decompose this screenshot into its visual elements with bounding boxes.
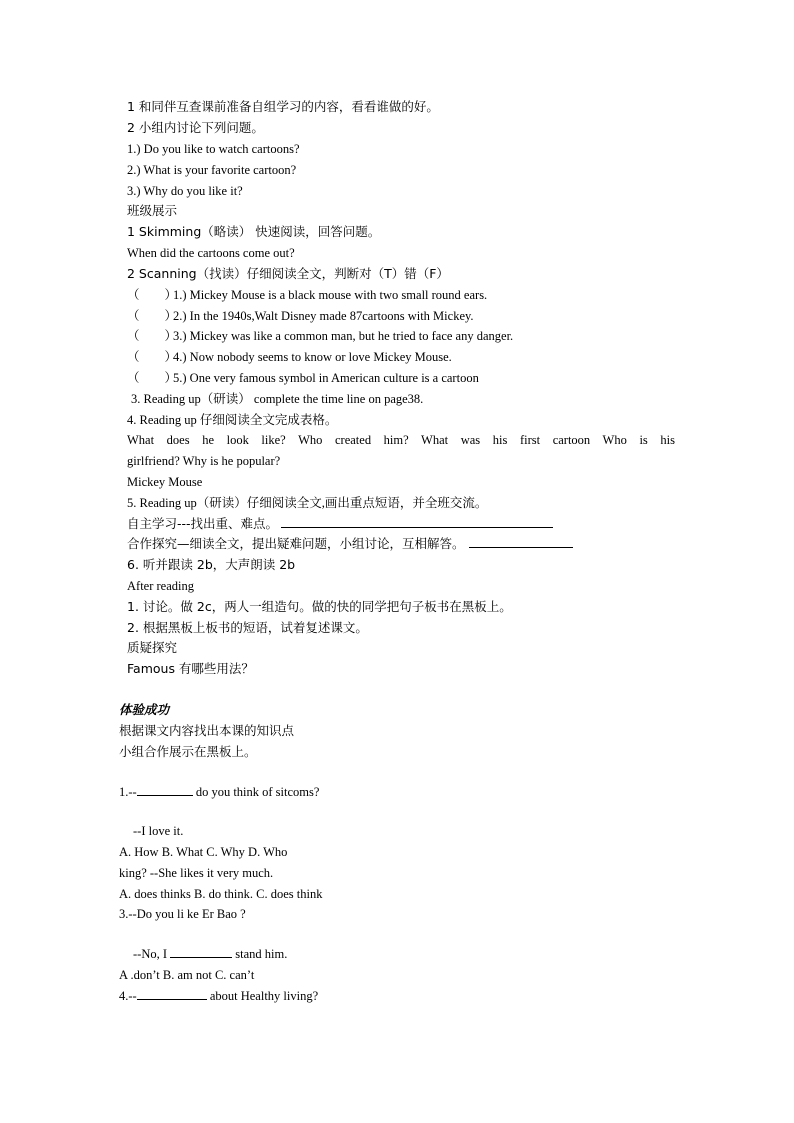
- tf-paren: （ ）: [127, 308, 178, 323]
- question-2-options: A. does thinks B. do think. C. does think: [119, 887, 323, 901]
- cooperation-label: 合作探究—细读全文，提出疑难问题，小组讨论，互相解答。: [127, 536, 465, 551]
- answer-blank[interactable]: [137, 784, 193, 796]
- question-3: 3.--Do you li ke Er Bao ?: [119, 907, 246, 921]
- skimming-question: When did the cartoons come out?: [127, 246, 295, 260]
- tf-text: 1.) Mickey Mouse is a black mouse with two small round ears.: [173, 288, 488, 302]
- table-questions: What does he look like? Who created him? What was his first cartoon Who is his: [127, 433, 675, 447]
- reading-up-4: 4. Reading up 仔细阅读全文完成表格。: [127, 413, 338, 427]
- q1-suffix: do you think of sitcoms?: [192, 785, 320, 799]
- table-questions-cont: girlfriend? Why is he popular?: [127, 454, 281, 468]
- cooperation-line: [127, 536, 573, 552]
- reading-up-3: 3. Reading up（研读） complete the time line on page38.: [131, 392, 424, 406]
- q1-prefix: 1.--: [119, 785, 137, 799]
- tf-item: [127, 328, 513, 344]
- group-show-line: 小组合作展示在黑板上。: [119, 744, 257, 759]
- answer-blank[interactable]: [170, 946, 232, 958]
- famous-question: Famous 有哪些用法？: [127, 661, 254, 676]
- question-2-fragment: king? --She likes it very much.: [119, 866, 274, 880]
- scanning-line: 2 Scanning（找读）仔细阅读全文，判断对（T）错（F）: [127, 266, 449, 281]
- question-1-options: A. How B. What C. Why D. Who: [119, 845, 288, 859]
- class-show-heading: 班级展示: [127, 203, 178, 218]
- self-study-line: [127, 516, 553, 532]
- tf-item: [127, 308, 474, 324]
- q3-answer-prefix: --No, I: [133, 947, 171, 961]
- retell-step: 2. 根据黑板上板书的短语，试着复述课文。: [127, 620, 368, 635]
- discussion-question-2: 2.) What is your favorite cartoon?: [127, 163, 297, 177]
- reading-up-5: 5. Reading up（研读）仔细阅读全文,画出重点短语，并全班交流。: [127, 496, 488, 510]
- tf-paren: （ ）: [127, 328, 178, 343]
- inquiry-heading: 质疑探究: [127, 640, 178, 655]
- tf-text: 3.) Mickey was like a common man, but he tried to face any danger.: [173, 329, 514, 343]
- tf-item: [127, 370, 479, 386]
- table-subject: Mickey Mouse: [127, 475, 203, 489]
- answer-blank[interactable]: [281, 516, 553, 528]
- self-study-label: 自主学习---找出重、难点。: [127, 516, 279, 531]
- discussion-question-3: 3.) Why do you like it?: [127, 184, 243, 198]
- tf-paren: （ ）: [127, 349, 178, 364]
- knowledge-points-line: 根据课文内容找出本课的知识点: [119, 723, 295, 738]
- discussion-step: 1. 讨论。做 2c，两人一组造句。做的快的同学把句子板书在黑板上。: [127, 599, 512, 614]
- after-reading-heading: After reading: [127, 579, 194, 593]
- tf-text: 4.) Now nobody seems to know or love Mickey Mouse.: [173, 350, 452, 364]
- q3-answer-suffix: stand him.: [232, 947, 288, 961]
- answer-blank[interactable]: [469, 536, 573, 548]
- listen-read-line: 6. 听并跟读 2b，大声朗读 2b: [127, 557, 296, 572]
- question-1-answer: --I love it.: [133, 824, 184, 838]
- question-3-answer: [133, 946, 287, 962]
- question-4: [119, 988, 318, 1004]
- question-1: [119, 784, 319, 800]
- tf-text: 5.) One very famous symbol in American culture is a cartoon: [173, 371, 479, 385]
- q4-prefix: 4.--: [119, 989, 137, 1003]
- section-title: 体验成功: [119, 702, 170, 717]
- question-3-options: A .don’t B. am not C. can’t: [119, 968, 255, 982]
- tf-item: [127, 349, 452, 365]
- step-2-line: 2 小组内讨论下列问题。: [127, 120, 264, 135]
- answer-blank[interactable]: [137, 988, 207, 1000]
- q4-suffix: about Healthy living?: [206, 989, 319, 1003]
- tf-paren: （ ）: [127, 287, 178, 302]
- discussion-question-1: 1.) Do you like to watch cartoons?: [127, 142, 300, 156]
- tf-paren: （ ）: [127, 370, 178, 385]
- skimming-line: 1 Skimming（略读） 快速阅读，回答问题。: [127, 224, 381, 239]
- tf-text: 2.) In the 1940s,Walt Disney made 87cartoons with Mickey.: [173, 309, 474, 323]
- step-1-line: 1 和同伴互查课前准备自组学习的内容，看看谁做的好。: [127, 99, 439, 114]
- tf-item: [127, 287, 487, 303]
